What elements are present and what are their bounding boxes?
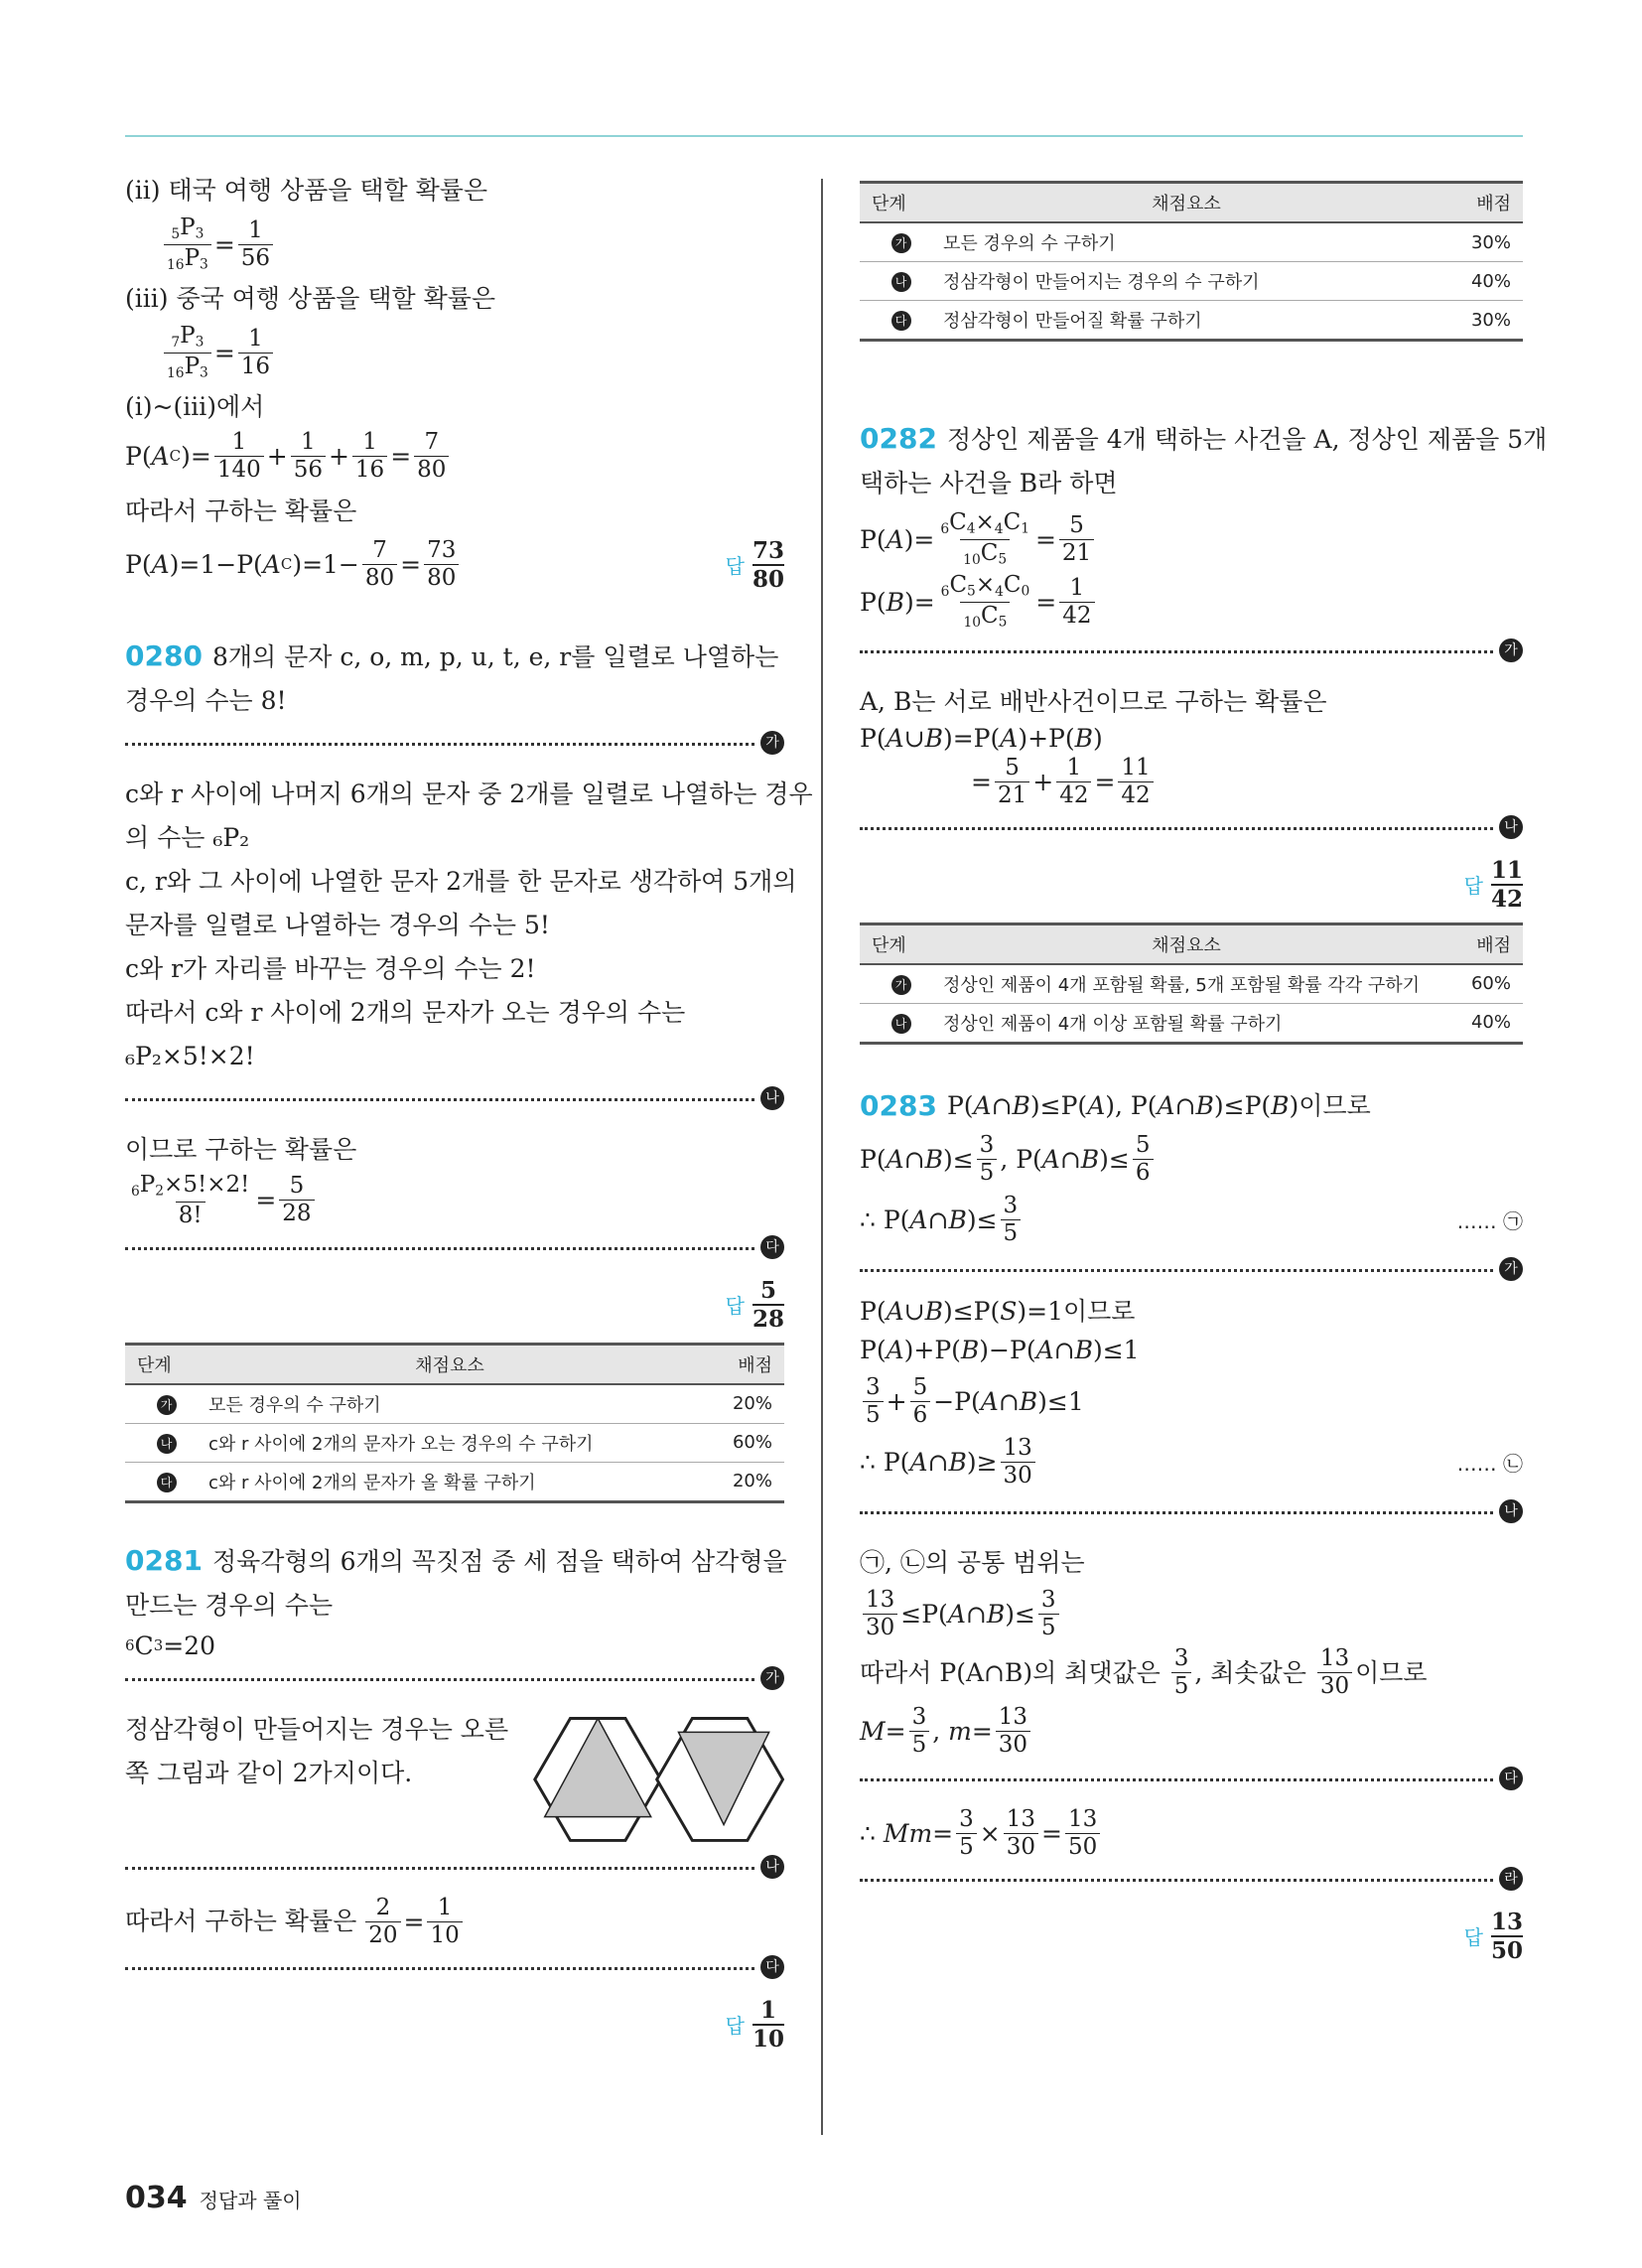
step-divider-ga-283: 가 (860, 1255, 1523, 1285)
case-ii-title: (ii) 태국 여행 상품을 택할 확률은 (125, 176, 488, 205)
q280-p2: 의 수는 ₆P₂ (125, 822, 250, 852)
step-divider-ga-282: 가 (860, 637, 1523, 666)
page-footer (125, 2181, 302, 2215)
range-text: (i)~(iii)에서 (125, 391, 265, 421)
left-column (125, 169, 813, 2062)
q283-sub: $\frac{3}{5}$ + $\frac{5}{6}$ −P( A ∩ B )≤1 (860, 1376, 1523, 1427)
q281-p2: 쪽 그림과 같이 2가지이다. (125, 1758, 413, 1787)
q282-sum: = $\frac{5}{21}$ + $\frac{1}{42}$ = $\frac{11}{42}$ (971, 757, 1523, 807)
q283-ineq-2: ∴ P( A ∩ B )≤ $\frac{3}{5}$ (860, 1195, 1024, 1245)
right-column (860, 169, 1548, 1974)
step-divider-na-283: 나 (860, 1497, 1523, 1527)
table-row: 다 정삼각형이 만들어질 확률 구하기 30% (860, 301, 1523, 341)
ref-1: …… ㉠ (1456, 1208, 1523, 1233)
step-divider-na-282: 나 (860, 813, 1523, 843)
step-divider-da-283: 다 (860, 1765, 1523, 1794)
scoring-table-282: 단계 채점요소 배점 가 정상인 제품이 4개 포함될 확률, 5개 포함될 확률 각각 구하기 60% 나 정상인 제품이 4개 이상 포함될 확률 구하기 40% (860, 922, 1523, 1045)
step-divider-na-281: 나 (125, 1853, 784, 1883)
q283-expand: P( A )+P( B )−P( A ∩ B )≤1 (860, 1335, 1140, 1364)
case-iii-title: (iii) 중국 여행 상품을 택할 확률은 (125, 283, 496, 313)
q281-intro: 0281 정육각형의 6개의 꼭짓점 중 세 점을 택하여 삼각형을 (125, 1543, 787, 1577)
q280-p7: ₆P₂×5!×2! (125, 1041, 255, 1070)
footer-title: 정답과 풀이 (199, 2189, 302, 2212)
q281-formula: 따라서 구하는 확률은 $\frac{2}{20}$ = $\frac{1}{10}$ (125, 1897, 784, 1947)
q282-p1: A, B는 서로 배반사건이므로 구하는 확률은 (860, 686, 1327, 716)
answer-281: 답 $\frac{1}{10}$ (725, 1996, 784, 2053)
column-divider (821, 179, 823, 2135)
q283-common: ㉠, ㉡의 공통 범위는 (860, 1547, 1085, 1577)
final-formula-279: P( A )=1−P( A C )=1− $\frac{7}{80}$ = $\frac{73}{80}$ (125, 539, 462, 590)
q280-p8: 이므로 구하는 확률은 (125, 1134, 357, 1164)
table-row: 가 정상인 제품이 4개 포함될 확률, 5개 포함될 확률 각각 구하기 60% (860, 964, 1523, 1004)
q281-number: 0281 (125, 1543, 203, 1577)
q282-intro-2: 택하는 사건을 B라 하면 (860, 469, 1118, 497)
q283-ineq-1: P( A ∩ B )≤ $\frac{3}{5}$ , P( A ∩ B )≤ $\frac{5}{6}$ (860, 1134, 1523, 1185)
q280-intro: 0280 8개의 문자 c, o, m, p, u, t, e, r를 일렬로 나열하는 (125, 638, 779, 672)
q283-range: $\frac{13}{30}$ ≤P( A ∩ B )≤ $\frac{3}{5}$ (860, 1589, 1523, 1639)
q280-p1: c와 r 사이에 나머지 6개의 문자 중 2개를 일렬로 나열하는 경우 (125, 779, 813, 808)
step-divider-da-281: 다 (125, 1953, 784, 1983)
q283-union: P( A ∪ B )≤P( S )=1 이므로 (860, 1296, 1136, 1326)
table-row: 나 c와 r 사이에 2개의 문자가 오는 경우의 수 구하기 60% (125, 1423, 784, 1462)
hexagon-figures (509, 1708, 785, 1847)
q281-combination: 6 C 3 =20 (125, 1630, 215, 1660)
therefore-text: 따라서 구하는 확률은 (125, 496, 357, 525)
q280-p6: 따라서 c와 r 사이에 2개의 문자가 오는 경우의 수는 (125, 997, 686, 1027)
answer-282: 답 $\frac{11}{42}$ (1463, 856, 1523, 913)
q283-maxmin: 따라서 P(A∩B)의 최댓값은 $\frac{3}{5}$ , 최솟값은 $\frac{13}{30}$ 이므로 (860, 1644, 1428, 1699)
q282-prob-b: P( B )= $\frac{6C5\times 4C0}{10C5}$ = $\frac{1}{42}$ (860, 574, 1523, 631)
q280-number: 0280 (125, 638, 203, 672)
q280-intro-2: 경우의 수는 8! (125, 685, 287, 715)
complement-formula: P( A C )= $\frac{1}{140}$ + $\frac{1}{56}$ + $\frac{1}{16}$ = $\frac{7}{80}$ (125, 431, 784, 482)
table-row: 나 정삼각형이 만들어지는 경우의 수 구하기 40% (860, 262, 1523, 301)
answer-283: 답 $\frac{13}{50}$ (1463, 1908, 1523, 1964)
q280-p3: c, r와 그 사이에 나열한 문자 2개를 한 문자로 생각하여 5개의 (125, 866, 797, 896)
scoring-table-281: 단계 채점요소 배점 가 모든 경우의 수 구하기 30% 나 정삼각형이 만들어지는 경우의 수 구하기 40% 다 정삼각형이 만들어질 확률 구하기 30% (860, 181, 1523, 342)
step-divider-ga: 가 (125, 729, 784, 759)
case-iii-formula: $\frac{7P3}{16P3}$ = $\frac{1}{16}$ (161, 325, 784, 381)
step-divider-ga-281: 가 (125, 1664, 784, 1694)
scoring-table-280: 단계 채점요소 배점 가 모든 경우의 수 구하기 20% 나 c와 r 사이에 2개의 문자가 오는 경우의 수 구하기 60% 다 c와 r 사이에 2개의 문자가 올 확률 구하기 20% (125, 1343, 784, 1503)
q281-figure-row (125, 1708, 784, 1847)
q281-intro-2: 만드는 경우의 수는 (125, 1590, 334, 1620)
step-divider-na: 나 (125, 1084, 784, 1114)
q283-product: ∴ Mm = $\frac{3}{5}$ × $\frac{13}{30}$ = $\frac{13}{50}$ (860, 1808, 1523, 1859)
q283-number: 0283 (860, 1088, 937, 1122)
case-ii-formula: $\frac{5P3}{16P3}$ = $\frac{1}{56}$ (161, 216, 784, 273)
q281-p1: 정삼각형이 만들어지는 경우는 오른 (125, 1714, 509, 1744)
q280-p5: c와 r가 자리를 바꾸는 경우의 수는 2! (125, 953, 536, 983)
table-row: 가 모든 경우의 수 구하기 30% (860, 222, 1523, 262)
q280-formula: $\frac{6P2\times 5!\times 2!}{8!}$ = $\frac{5}{28}$ (125, 1174, 784, 1227)
ref-2: …… ㉡ (1456, 1451, 1523, 1476)
table-row: 가 모든 경우의 수 구하기 20% (125, 1384, 784, 1424)
q283-mm-values: M = $\frac{3}{5}$ , m = $\frac{13}{30}$ (860, 1706, 1523, 1757)
q283-intro: 0283 P( A ∩ B )≤P( A ), P( A ∩ B )≤P( B ) 이므로 (860, 1088, 1371, 1122)
q282-number: 0282 (860, 422, 937, 455)
q282-intro: 0282 정상인 제품을 4개 택하는 사건을 A, 정상인 제품을 5개 (860, 422, 1548, 455)
q280-p4: 문자를 일렬로 나열하는 경우의 수는 5! (125, 910, 550, 939)
table-row: 다 c와 r 사이에 2개의 문자가 올 확률 구하기 20% (125, 1462, 784, 1501)
answer-279: 답 $\frac{73}{80}$ (725, 536, 784, 593)
step-divider-da: 다 (125, 1233, 784, 1263)
q282-union: P( A ∪ B )=P( A )+P( B ) (860, 723, 1103, 753)
page-number: 034 (125, 2181, 188, 2215)
table-row: 나 정상인 제품이 4개 이상 포함될 확률 구하기 40% (860, 1003, 1523, 1043)
q282-prob-a: P( A )= $\frac{6C4\times 4C1}{10C5}$ = $\frac{5}{21}$ (860, 511, 1523, 568)
step-divider-ra-283: 라 (860, 1865, 1523, 1895)
q283-ineq-3: ∴ P( A ∩ B )≥ $\frac{13}{30}$ (860, 1437, 1038, 1488)
answer-280: 답 $\frac{5}{28}$ (725, 1276, 784, 1333)
top-rule (125, 135, 1523, 137)
